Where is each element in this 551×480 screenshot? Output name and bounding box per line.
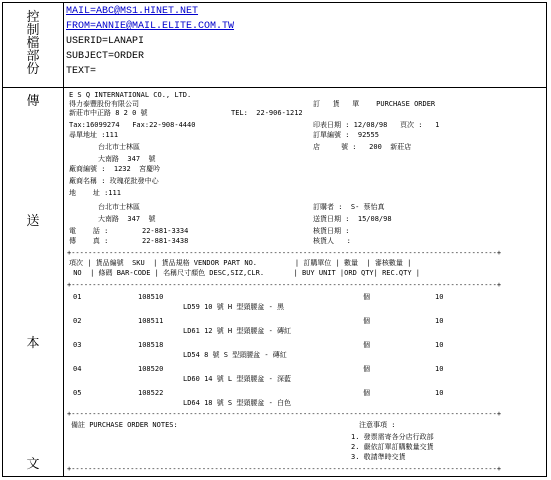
row-buy-unit: 個 xyxy=(363,293,370,301)
label-char: 部 xyxy=(26,49,40,64)
row-sku: 108511 xyxy=(138,317,164,325)
print-date: 印表日期 : 12/08/98 頁次 : 1 xyxy=(313,121,440,129)
company-tel: TEL: 22-906-1212 xyxy=(231,109,303,117)
label-char: 份 xyxy=(26,62,40,77)
table-bottom-border: +-----------------------------------------------------------------------------------------------------+ xyxy=(67,410,502,418)
notice-3: 3. 敬請準時交貨 xyxy=(351,453,406,461)
delivery-date: 送貨日期 : 15/08/98 xyxy=(313,215,392,223)
vendor-street: 大南路 347 號 xyxy=(98,215,156,223)
from-line[interactable] xyxy=(66,22,234,32)
row-description: LD59 10 號 H 型頸腰盆 - 黑 xyxy=(183,303,285,311)
userid-line: USERID=LANAPI xyxy=(66,36,145,47)
mail-to-line[interactable] xyxy=(66,7,198,17)
row-number: 02 xyxy=(73,317,82,325)
notice-2: 2. 嚴依訂單訂購數量交貨 xyxy=(351,443,434,451)
table-top-border: +-----------------------------------------------------------------------------------------------------+ xyxy=(67,249,502,257)
row-buy-unit: 個 xyxy=(363,389,370,397)
row-description: LD61 12 號 H 型頸腰盆 - 磚紅 xyxy=(183,327,292,335)
row-order-qty: 10 xyxy=(435,365,444,373)
subject-line: SUBJECT=ORDER xyxy=(66,51,145,62)
notes-bottom-border: +-----------------------------------------------------------------------------------------------------+ xyxy=(67,465,502,473)
row-order-qty: 10 xyxy=(435,317,444,325)
from-link[interactable]: FROM=ANNIE@MAIL.ELITE.COM.TW xyxy=(66,21,235,32)
orderer: 訂購者 : S- 蔡怡真 xyxy=(313,203,385,211)
tax-fax: Tax:16099274 Fax:22-908-4440 xyxy=(69,121,196,129)
row-buy-unit: 個 xyxy=(363,317,370,325)
row-description: LD54 8 號 S 型頸腰盆 - 磚紅 xyxy=(183,351,287,359)
table-header-border: +-----------------------------------------------------------------------------------------------------+ xyxy=(67,281,502,289)
row-order-qty: 10 xyxy=(435,341,444,349)
body-label-1: 傳 xyxy=(26,94,40,109)
row-buy-unit: 個 xyxy=(363,341,370,349)
delivery-city: 台北市士林區 xyxy=(98,143,140,151)
vendor-name: 廠商名稱 : 玫瑰花批發中心 xyxy=(69,177,159,185)
vendor-fax: 傳 真 : 22-881-3438 xyxy=(69,237,189,245)
label-char: 檔 xyxy=(26,36,40,51)
row-sku: 108518 xyxy=(138,341,164,349)
body-label-4: 文 xyxy=(26,457,40,472)
row-order-qty: 10 xyxy=(435,293,444,301)
document-title: 訂 貨 單 PURCHASE ORDER xyxy=(313,100,436,108)
mail-to-link[interactable]: MAIL=ABC@MS1.HINET.NET xyxy=(66,6,199,17)
control-section-label xyxy=(3,11,63,76)
row-sku: 108510 xyxy=(138,293,164,301)
notice-title: 注意事項 : xyxy=(359,421,396,429)
row-buy-unit: 個 xyxy=(363,365,370,373)
vendor-address: 地 址 :111 xyxy=(69,189,121,197)
row-number: 05 xyxy=(73,389,82,397)
vendor-city: 台北市士林區 xyxy=(98,203,140,211)
document-frame xyxy=(2,2,547,477)
review-date: 核貨日期 : xyxy=(313,227,350,235)
table-header-row-2: NO | 條碼 BAR-CODE | 名稱尺寸顏色 DESC,SIZ,CLR. | BUY UNIT |ORD QTY| REC.QTY | xyxy=(69,269,421,277)
row-sku: 108520 xyxy=(138,365,164,373)
label-char: 控 xyxy=(26,10,40,25)
vendor-number: 廠商編號 : 1232 宮慶吟 xyxy=(69,165,161,173)
header-body-divider xyxy=(3,87,546,88)
row-description: LD60 14 號 L 型頸腰盆 - 深藍 xyxy=(183,375,292,383)
store-number: 店 號 : 200 新莊店 xyxy=(313,143,412,151)
delivery-street: 大南路 347 號 xyxy=(98,155,156,163)
row-number: 04 xyxy=(73,365,82,373)
company-en: E S Q INTERNATIONAL CO., LTD. xyxy=(69,91,192,99)
row-description: LD64 18 號 S 型頸腰盆 - 白色 xyxy=(183,399,292,407)
delivery-address-label: 尋單地址 :111 xyxy=(69,131,119,139)
body-label-2: 送 xyxy=(26,214,40,229)
table-header-row-1: 項次 | 貨品編號 SKU | 貨品規格 VENDOR PART NO. | 訂購單位 | 數量 | 審核數量 | xyxy=(69,259,412,267)
body-label-3: 本 xyxy=(26,336,40,351)
vendor-phone: 電 話 : 22-881-3334 xyxy=(69,227,189,235)
label-column-divider xyxy=(63,3,64,476)
order-notes-label: 備註 PURCHASE ORDER NOTES: xyxy=(71,421,178,429)
reviewer: 核貨人 : xyxy=(313,237,351,245)
company-cn: 得力泰豐股份有限公司 xyxy=(69,100,139,108)
row-number: 03 xyxy=(73,341,82,349)
label-char: 制 xyxy=(26,23,40,38)
row-sku: 108522 xyxy=(138,389,164,397)
order-number: 訂單編號 : 92555 xyxy=(313,131,379,139)
row-order-qty: 10 xyxy=(435,389,444,397)
row-number: 01 xyxy=(73,293,82,301)
text-line: TEXT= xyxy=(66,66,97,77)
company-address: 新莊市中正路 8 2 0 號 xyxy=(69,109,148,117)
notice-1: 1. 發票需寄各分店行政部 xyxy=(351,433,434,441)
